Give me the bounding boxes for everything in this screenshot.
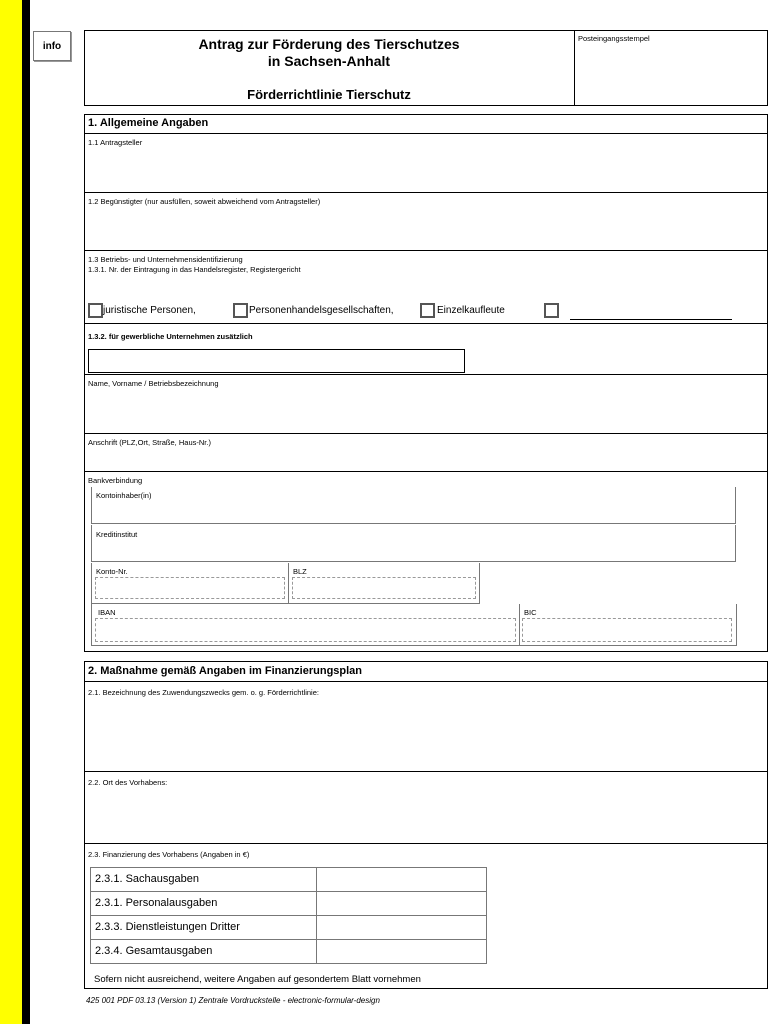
divider [84, 192, 768, 193]
bic-input[interactable] [522, 618, 732, 642]
divider [91, 645, 737, 646]
divider [84, 471, 768, 472]
identifizierung-line1: 1.3 Betriebs- und Unternehmensidentifizierung [88, 255, 243, 264]
divider [288, 563, 289, 603]
divider [91, 487, 92, 523]
footer-text: 425 001 PDF 03.13 (Version 1) Zentrale Vordruckstelle - electronic-formular-design [86, 996, 380, 1005]
kreditinstitut-field[interactable] [93, 540, 733, 560]
yellow-stripe [0, 0, 22, 1024]
checkbox-einzelkaufleute[interactable] [420, 303, 435, 318]
divider [736, 604, 737, 645]
checkbox-label-juristische-personen: juristische Personen, [103, 305, 196, 316]
finanzierung-label: 2.3. Finanzierung des Vorhabens (Angaben in €) [88, 850, 250, 859]
bank-label: Bankverbindung [88, 476, 143, 485]
divider [735, 487, 736, 523]
divider [486, 867, 487, 963]
gesamtausgaben-input[interactable] [318, 941, 484, 961]
finanzierung-table [90, 867, 487, 963]
table-row-label: 2.3.3. Dienstleistungen Dritter [95, 921, 240, 933]
divider [90, 963, 487, 964]
beguenstigter-label: 1.2 Begünstigter (nur ausfüllen, soweit abweichend vom Antragsteller) [88, 197, 321, 206]
divider [316, 867, 317, 963]
identifizierung-label [88, 255, 301, 275]
divider [91, 561, 736, 562]
divider [735, 525, 736, 561]
table-row-label: 2.3.1. Personalausgaben [95, 897, 218, 909]
konto-nr-input[interactable] [95, 577, 285, 599]
beguenstigter-field[interactable] [86, 207, 766, 250]
info-button[interactable]: info [33, 31, 71, 61]
divider [84, 323, 768, 324]
checkbox-sonstige[interactable] [544, 303, 559, 318]
divider [91, 523, 736, 524]
iban-input[interactable] [95, 618, 516, 642]
antragsteller-field[interactable] [86, 148, 766, 192]
personalausgaben-input[interactable] [318, 893, 484, 913]
antragsteller-label: 1.1 Antragsteller [88, 138, 143, 147]
divider [84, 374, 768, 375]
table-row-label: 2.3.4. Gesamtausgaben [95, 945, 213, 957]
note-text: Sofern nicht ausreichend, weitere Angaben auf gesondertem Blatt vornehmen [94, 974, 421, 985]
checkbox-juristische-personen[interactable] [88, 303, 103, 318]
anschrift-field[interactable] [86, 448, 766, 470]
checkbox-label-personenhandelsgesellschaften: Personenhandelsgesellschaften, [249, 305, 394, 316]
divider [90, 915, 487, 916]
divider [519, 604, 520, 645]
kontoinhaber-field[interactable] [93, 500, 733, 522]
divider [84, 681, 768, 682]
checkbox-personenhandelsgesellschaften[interactable] [233, 303, 248, 318]
blz-label: BLZ [293, 567, 307, 576]
checkbox-label-einzelkaufleute: Einzelkaufleute [437, 305, 505, 316]
bezeichnung-field[interactable] [86, 698, 766, 770]
divider [84, 250, 768, 251]
identifizierung-line2: 1.3.1. Nr. der Eintragung in das Handelsregister, Registergericht [88, 265, 301, 274]
kreditinstitut-label: Kreditinstitut [96, 530, 138, 539]
kontoinhaber-label: Kontoinhaber(in) [96, 491, 152, 500]
bezeichnung-label: 2.1. Bezeichnung des Zuwendungszwecks gem. o. g. Förderrichtlinie: [88, 688, 319, 697]
gewerblich-input[interactable] [88, 349, 465, 373]
form-title-line1: Antrag zur Förderung des Tierschutzes [198, 36, 460, 52]
divider [90, 891, 487, 892]
table-row-label: 2.3.1. Sachausgaben [95, 873, 199, 885]
gewerblich-label: 1.3.2. für gewerbliche Unternehmen zusätzlich [88, 332, 253, 341]
ort-field[interactable] [86, 788, 766, 842]
divider [479, 563, 480, 603]
name-label: Name, Vorname / Betriebsbezeichnung [88, 379, 219, 388]
divider [84, 133, 768, 134]
ort-label: 2.2. Ort des Vorhabens: [88, 778, 168, 787]
blz-input[interactable] [292, 577, 476, 599]
form-title [84, 36, 574, 70]
divider [91, 525, 92, 561]
divider [90, 867, 91, 963]
divider [84, 843, 768, 844]
section2-title: 2. Maßnahme gemäß Angaben im Finanzierungsplan [88, 665, 363, 677]
name-field[interactable] [86, 389, 766, 433]
sonstige-input-line[interactable] [570, 319, 732, 320]
divider [84, 433, 768, 434]
form-subtitle: Förderrichtlinie Tierschutz [247, 87, 411, 102]
divider [91, 603, 480, 604]
divider [84, 771, 768, 772]
dienstleistungen-input[interactable] [318, 917, 484, 937]
anschrift-label: Anschrift (PLZ,Ort, Straße, Haus-Nr.) [88, 438, 211, 447]
iban-label: IBAN [98, 608, 116, 617]
divider [91, 563, 92, 603]
konto-nr-label: Konto-Nr. [96, 567, 128, 576]
section1-title: 1. Allgemeine Angaben [88, 117, 209, 129]
divider [90, 939, 487, 940]
stamp-label: Posteingangsstempel [578, 34, 650, 43]
divider [90, 867, 487, 868]
divider [91, 604, 92, 645]
header-divider [574, 30, 575, 106]
sachausgaben-input[interactable] [318, 869, 484, 889]
bic-label: BIC [524, 608, 537, 617]
form-title-line2: in Sachsen-Anhalt [267, 53, 391, 69]
